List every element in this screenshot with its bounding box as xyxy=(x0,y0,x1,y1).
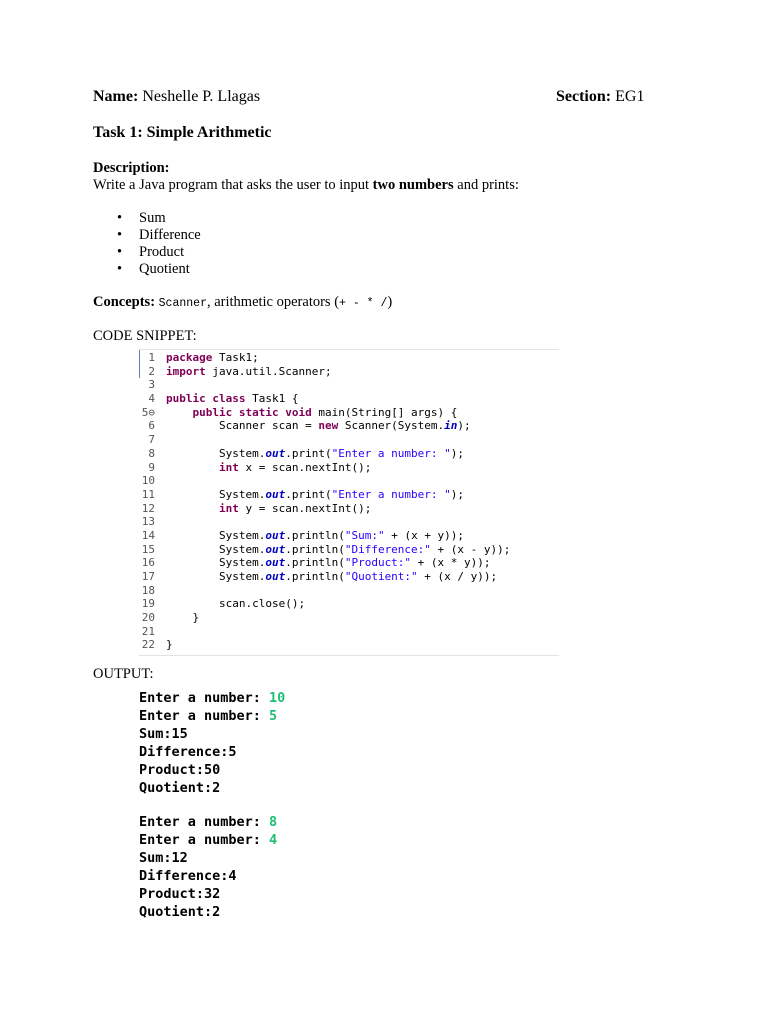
console-text: Sum:15 xyxy=(139,726,188,742)
line-number: 19 xyxy=(141,597,155,611)
console-text: Enter a number: xyxy=(139,814,270,830)
code-token: "Quotient:" xyxy=(344,570,418,583)
code-token: "Product:" xyxy=(344,556,412,570)
code-token: package xyxy=(166,351,213,364)
console-text: Difference:4 xyxy=(139,868,237,884)
concepts-line xyxy=(93,294,392,311)
code-token: int xyxy=(218,460,239,474)
code-token: out xyxy=(265,528,286,542)
code-snippet xyxy=(139,351,510,652)
list-item xyxy=(93,210,201,227)
line-number: 9 xyxy=(148,460,155,474)
code-line xyxy=(139,474,510,488)
code-token: java.util.Scanner; xyxy=(205,364,332,378)
code-token: new xyxy=(318,419,339,433)
console-line xyxy=(139,743,559,761)
console-line xyxy=(139,725,559,743)
console-text: Difference:5 xyxy=(139,744,237,760)
code-token: ); xyxy=(450,446,465,460)
code-token: out xyxy=(265,446,286,460)
console-line xyxy=(139,707,559,725)
list-item-label: Quotient xyxy=(139,261,190,277)
list-item xyxy=(93,261,201,278)
console-input: 10 xyxy=(269,690,286,706)
code-token: public static void xyxy=(192,405,312,419)
bullet-icon: • xyxy=(117,244,123,260)
code-token: System. xyxy=(166,542,266,556)
line-number: 8 xyxy=(148,446,155,460)
code-line xyxy=(139,351,510,365)
code-line xyxy=(139,529,510,543)
code-token: Scanner scan = xyxy=(166,419,319,433)
list-item xyxy=(93,244,201,261)
line-number: 12 xyxy=(141,501,155,515)
code-token: System. xyxy=(166,487,266,501)
code-token: out xyxy=(265,542,286,556)
line-number: 17 xyxy=(141,570,155,583)
code-line xyxy=(139,365,510,379)
console-line xyxy=(139,849,559,867)
code-token: System. xyxy=(166,446,266,460)
code-token: + (x / y)); xyxy=(417,570,498,583)
section-value: EG1 xyxy=(615,88,645,105)
name-value: Neshelle P. Llagas xyxy=(142,88,261,105)
code-line xyxy=(139,597,510,611)
code-line xyxy=(139,392,510,406)
description-label: Description: xyxy=(93,160,170,176)
description-bold: two numbers xyxy=(372,177,454,193)
code-line xyxy=(139,638,510,652)
section-field xyxy=(556,88,644,106)
code-token: System. xyxy=(166,528,266,542)
code-token: .println( xyxy=(285,556,345,570)
list-item-label: Difference xyxy=(139,227,201,243)
line-number: 7 xyxy=(148,433,155,447)
code-token: out xyxy=(265,570,286,583)
line-number: 10 xyxy=(141,474,155,488)
code-line xyxy=(139,584,510,598)
line-number: 6 xyxy=(148,419,155,433)
concepts-ops: + - * / xyxy=(339,297,388,310)
code-token: Task1 { xyxy=(245,392,299,406)
code-line xyxy=(139,611,510,625)
console-text: Product:32 xyxy=(139,886,221,902)
console-text: Enter a number: xyxy=(139,708,270,724)
code-token: main(String[] args) { xyxy=(311,405,458,419)
code-token: .println( xyxy=(285,528,345,542)
code-token: .println( xyxy=(285,570,345,583)
name-field xyxy=(93,88,260,106)
console-line xyxy=(139,813,559,831)
code-token: "Enter a number: " xyxy=(331,446,451,460)
name-label: Name: xyxy=(93,88,139,105)
console-text: Sum:12 xyxy=(139,850,188,866)
code-snippet-label: CODE SNIPPET: xyxy=(93,328,197,344)
code-token: } xyxy=(166,611,200,625)
console-text: Quotient:2 xyxy=(139,780,221,796)
code-token: + (x * y)); xyxy=(411,556,491,570)
code-token: "Enter a number: " xyxy=(331,487,451,501)
line-number: 11 xyxy=(141,487,155,501)
list-item-label: Product xyxy=(139,244,185,260)
console-line xyxy=(139,867,559,885)
code-token: x = scan.nextInt(); xyxy=(238,460,372,474)
code-token: y = scan.nextInt(); xyxy=(238,501,372,515)
code-token xyxy=(166,502,219,515)
requirements-list xyxy=(93,210,201,278)
console-text: Enter a number: xyxy=(139,832,270,848)
concepts-end: ) xyxy=(387,294,393,310)
console-line xyxy=(139,779,559,797)
code-token xyxy=(166,461,219,474)
code-line xyxy=(139,419,510,433)
output-label: OUTPUT: xyxy=(93,666,154,682)
bullet-icon: • xyxy=(117,261,123,277)
code-token xyxy=(166,406,193,419)
line-number: 13 xyxy=(141,515,155,529)
line-number: 4 xyxy=(148,392,155,406)
console-input: 8 xyxy=(269,814,278,830)
concepts-code: Scanner xyxy=(158,297,207,310)
code-line xyxy=(139,502,510,516)
line-number: 22 xyxy=(141,638,155,652)
concepts-label: Concepts: xyxy=(93,294,156,310)
console-output-2 xyxy=(139,813,559,921)
line-number: 16 xyxy=(141,556,155,570)
code-line xyxy=(139,570,510,584)
code-token: "Difference:" xyxy=(344,542,431,556)
code-token: .println( xyxy=(285,542,345,556)
code-line xyxy=(139,461,510,475)
code-token: "Sum:" xyxy=(344,528,385,542)
code-line xyxy=(139,556,510,570)
code-token: scan.close(); xyxy=(166,597,306,611)
console-text: Product:50 xyxy=(139,762,221,778)
line-number: 2 xyxy=(148,364,155,378)
line-number: 14 xyxy=(141,528,155,542)
code-token: } xyxy=(166,638,173,652)
line-number: 21 xyxy=(141,624,155,638)
bullet-icon: • xyxy=(117,210,123,226)
code-token: ); xyxy=(450,487,465,501)
line-number: 1 xyxy=(148,351,155,364)
description-text xyxy=(93,177,519,194)
code-line xyxy=(139,515,510,529)
code-token: System. xyxy=(166,556,266,570)
section-label: Section: xyxy=(556,88,612,105)
code-token: + (x - y)); xyxy=(430,542,511,556)
task-title: Task 1: Simple Arithmetic xyxy=(93,124,272,141)
console-text: Enter a number: xyxy=(139,690,270,706)
code-token: Scanner(System. xyxy=(338,419,445,433)
line-number: 18 xyxy=(141,583,155,597)
code-token: out xyxy=(265,487,286,501)
code-line xyxy=(139,433,510,447)
code-token: + (x + y)); xyxy=(384,528,465,542)
code-token: .print( xyxy=(285,487,332,501)
code-token: import xyxy=(166,364,206,378)
console-line xyxy=(139,885,559,903)
code-line xyxy=(139,406,510,420)
console-input: 4 xyxy=(269,832,278,848)
code-token: ); xyxy=(457,419,471,433)
code-token: System. xyxy=(166,570,266,583)
console-output-1 xyxy=(139,689,559,797)
line-number: 20 xyxy=(141,611,155,625)
code-line xyxy=(139,543,510,557)
code-token: in xyxy=(444,419,458,433)
code-line xyxy=(139,378,510,392)
line-number: 5⊖ xyxy=(141,405,155,419)
concepts-mid: , arithmetic operators ( xyxy=(206,294,340,310)
code-token: Task1; xyxy=(212,351,259,364)
description-pre: Write a Java program that asks the user to input xyxy=(93,177,373,193)
code-token: out xyxy=(265,556,286,570)
list-item xyxy=(93,227,201,244)
console-input: 5 xyxy=(269,708,278,724)
console-line xyxy=(139,903,559,921)
line-number: 3 xyxy=(148,378,155,392)
code-token: public class xyxy=(166,392,246,406)
code-token: .print( xyxy=(285,446,332,460)
description-post: and prints: xyxy=(453,177,519,193)
console-text: Quotient:2 xyxy=(139,904,221,920)
code-line xyxy=(139,488,510,502)
console-line xyxy=(139,689,559,707)
console-line xyxy=(139,831,559,849)
code-token: int xyxy=(218,501,239,515)
code-line xyxy=(139,625,510,639)
console-line xyxy=(139,761,559,779)
bullet-icon: • xyxy=(117,227,123,243)
code-line xyxy=(139,447,510,461)
line-number: 15 xyxy=(141,542,155,556)
list-item-label: Sum xyxy=(139,210,166,226)
